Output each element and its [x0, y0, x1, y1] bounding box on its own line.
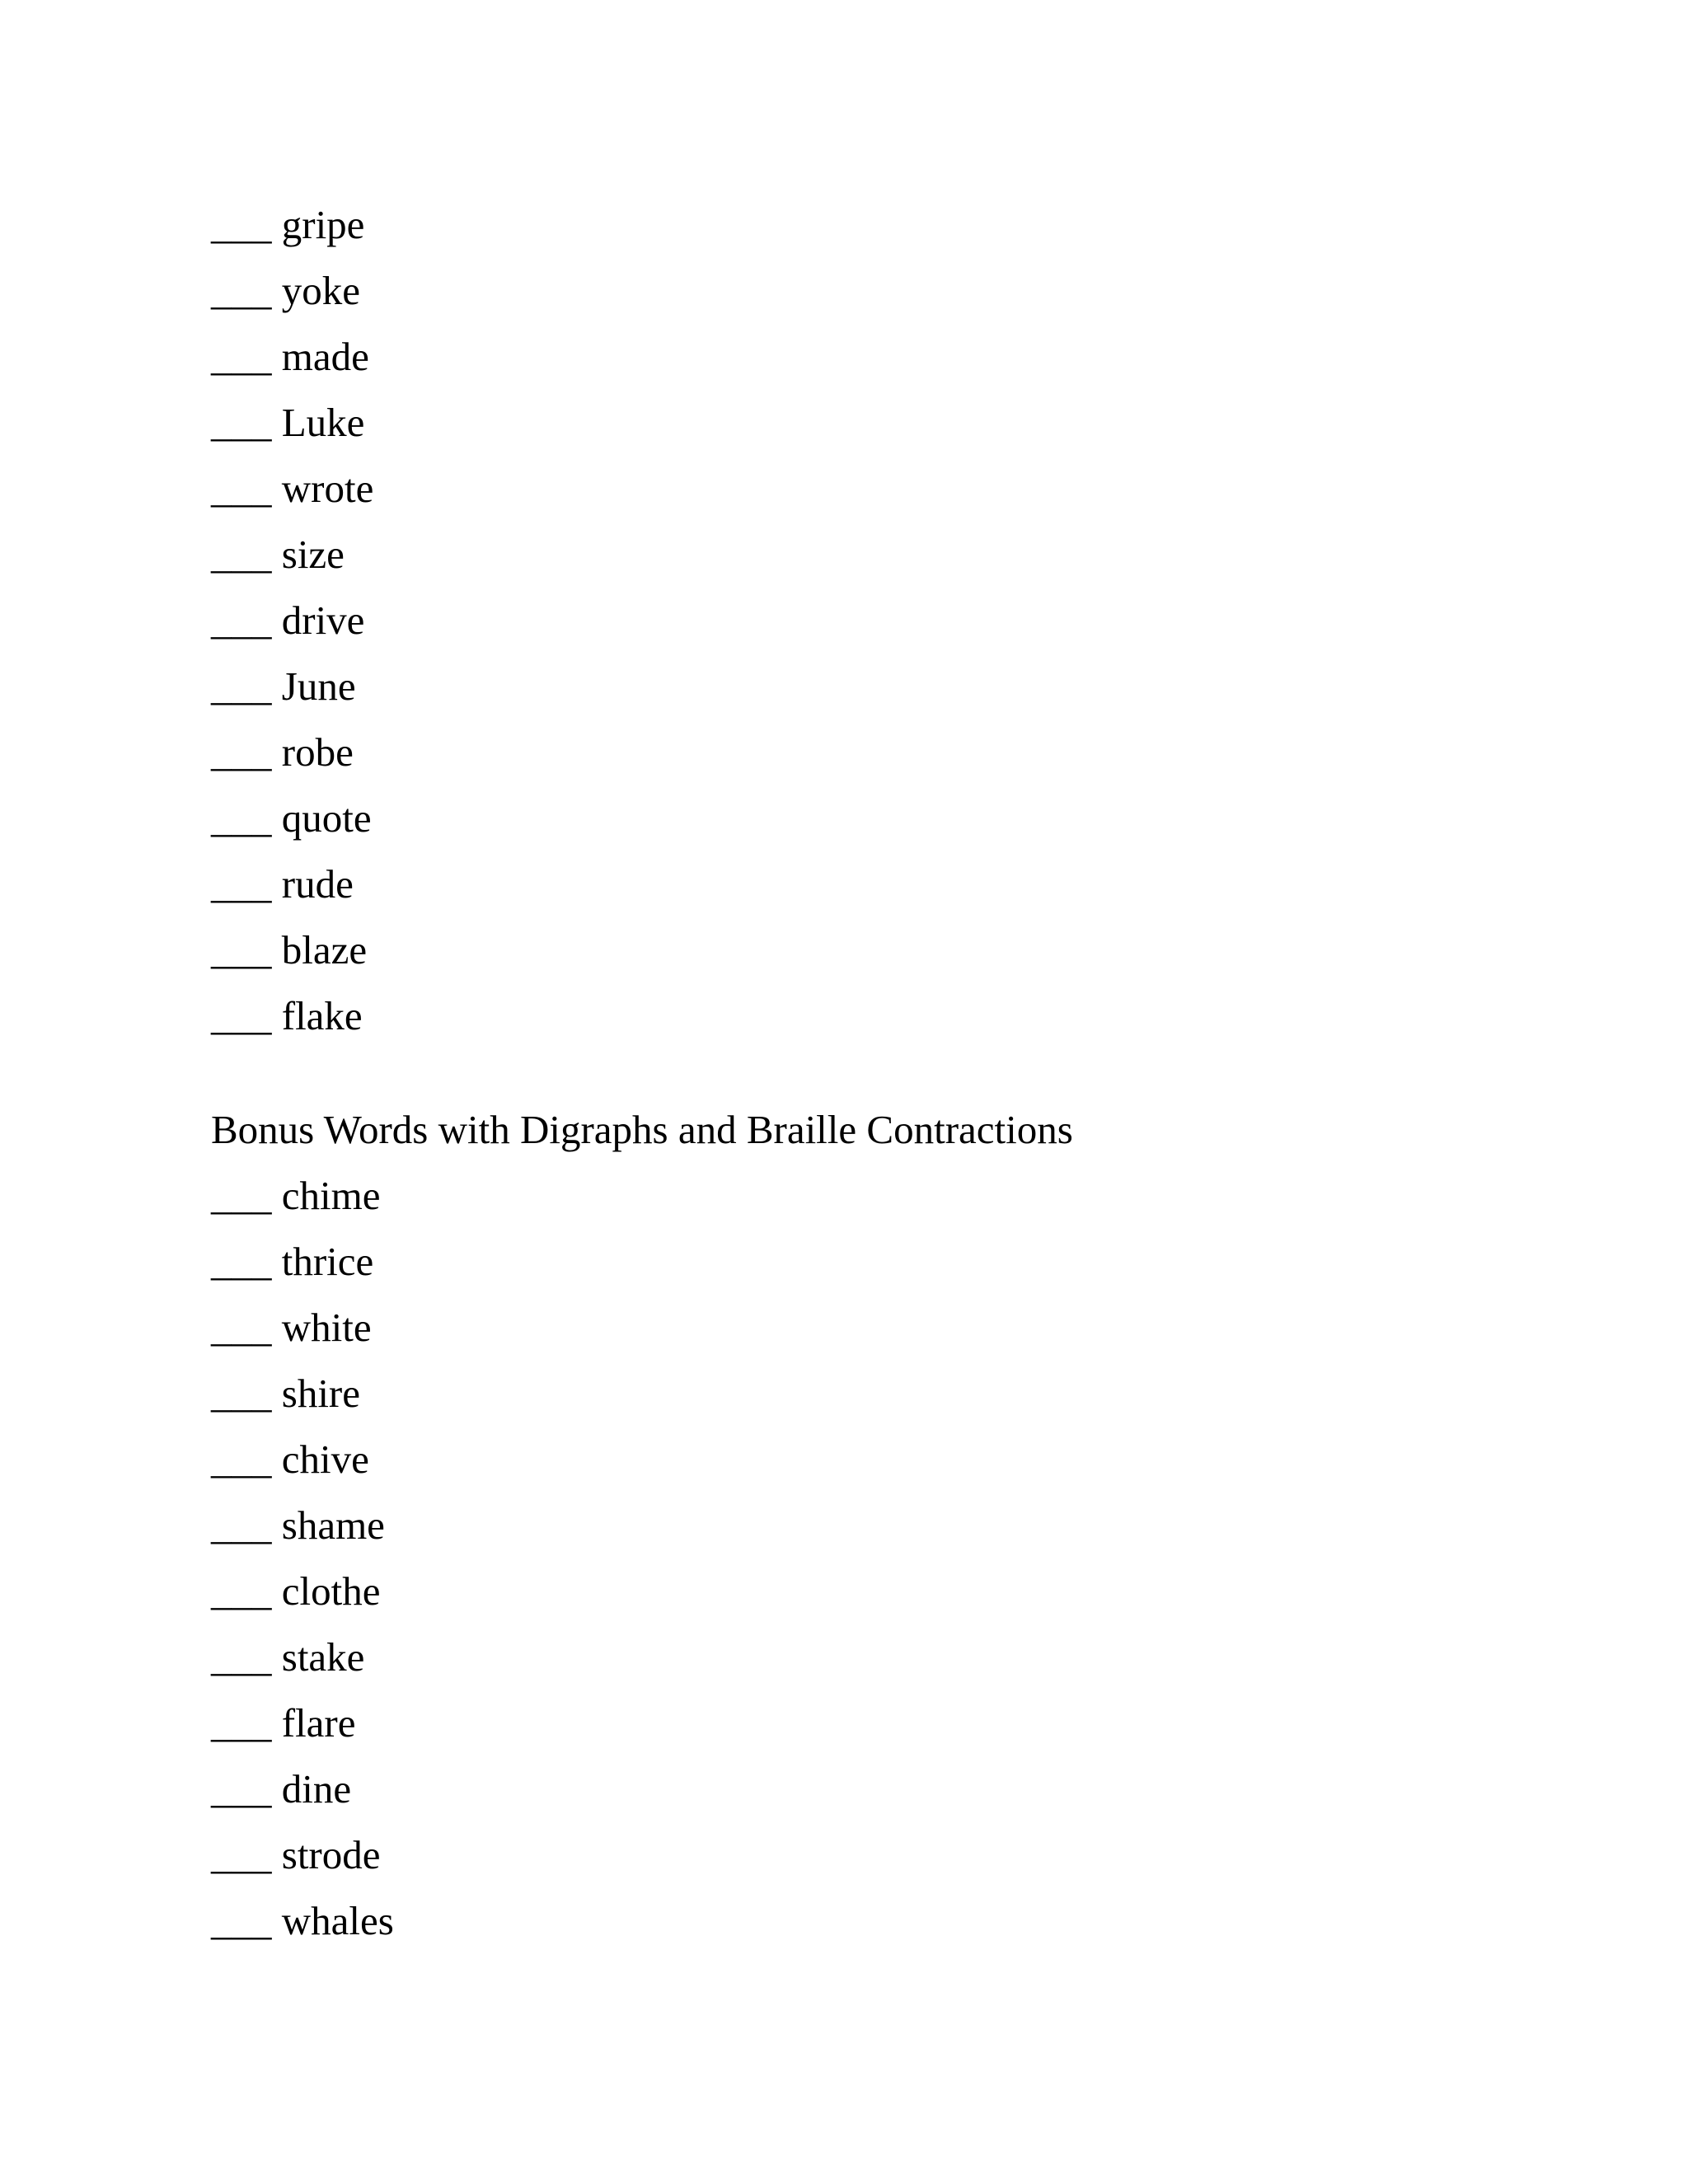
answer-blank: ___	[211, 202, 272, 247]
answer-blank: ___	[211, 1305, 272, 1350]
word-item	[211, 1830, 1530, 1896]
answer-blank: ___	[211, 927, 272, 972]
word-text: dine	[281, 1766, 352, 1811]
word-text: made	[281, 334, 369, 379]
answer-blank: ___	[211, 1173, 272, 1218]
word-item	[211, 1896, 1530, 1961]
answer-blank: ___	[211, 729, 272, 775]
word-text: thrice	[281, 1239, 374, 1284]
word-item	[211, 397, 1530, 463]
answer-blank: ___	[211, 795, 272, 841]
word-item	[211, 1764, 1530, 1830]
answer-blank: ___	[211, 663, 272, 709]
word-item	[211, 595, 1530, 661]
worksheet-page	[211, 199, 1530, 1961]
word-text: blaze	[281, 927, 368, 972]
word-item	[211, 199, 1530, 265]
answer-blank: ___	[211, 466, 272, 511]
answer-blank: ___	[211, 1436, 272, 1482]
word-text: chime	[281, 1173, 381, 1218]
word-text: quote	[281, 795, 372, 841]
bonus-section	[211, 1104, 1530, 1961]
word-item	[211, 991, 1530, 1057]
answer-blank: ___	[211, 993, 272, 1038]
word-text: flare	[281, 1700, 356, 1746]
word-item	[211, 1698, 1530, 1764]
word-text: white	[281, 1305, 372, 1350]
word-item	[211, 1236, 1530, 1302]
word-item	[211, 727, 1530, 793]
word-item	[211, 661, 1530, 727]
word-item	[211, 1566, 1530, 1632]
word-item	[211, 1170, 1530, 1236]
word-text: flake	[281, 993, 363, 1038]
answer-blank: ___	[211, 532, 272, 577]
answer-blank: ___	[211, 1634, 272, 1680]
word-text: wrote	[281, 466, 374, 511]
word-text: whales	[281, 1898, 394, 1943]
section-heading: Bonus Words with Digraphs and Braille Contractions	[211, 1107, 1073, 1152]
answer-blank: ___	[211, 861, 272, 907]
word-text: strode	[281, 1832, 381, 1877]
word-text: size	[281, 532, 345, 577]
word-item	[211, 1632, 1530, 1698]
answer-blank: ___	[211, 1766, 272, 1811]
answer-blank: ___	[211, 1502, 272, 1548]
answer-blank: ___	[211, 1898, 272, 1943]
word-text: shame	[281, 1502, 385, 1548]
word-text: stake	[281, 1634, 365, 1680]
word-text: chive	[281, 1436, 369, 1482]
word-item	[211, 529, 1530, 595]
bonus-word-list	[211, 1170, 1530, 1961]
word-item	[211, 859, 1530, 925]
word-list	[211, 199, 1530, 1057]
word-item	[211, 463, 1530, 529]
word-item	[211, 1368, 1530, 1434]
word-item	[211, 1302, 1530, 1368]
word-text: yoke	[281, 268, 360, 313]
word-item	[211, 1500, 1530, 1566]
word-item	[211, 331, 1530, 397]
answer-blank: ___	[211, 598, 272, 643]
word-text: shire	[281, 1371, 360, 1416]
word-text: June	[281, 663, 356, 709]
answer-blank: ___	[211, 1568, 272, 1614]
answer-blank: ___	[211, 334, 272, 379]
answer-blank: ___	[211, 1239, 272, 1284]
word-item	[211, 1434, 1530, 1500]
answer-blank: ___	[211, 400, 272, 445]
word-item	[211, 925, 1530, 991]
word-item	[211, 265, 1530, 331]
word-text: rude	[281, 861, 354, 907]
word-text: gripe	[281, 202, 365, 247]
answer-blank: ___	[211, 1371, 272, 1416]
answer-blank: ___	[211, 1700, 272, 1746]
word-text: drive	[281, 598, 365, 643]
answer-blank: ___	[211, 1832, 272, 1877]
word-text: Luke	[281, 400, 365, 445]
answer-blank: ___	[211, 268, 272, 313]
word-text: clothe	[281, 1568, 381, 1614]
word-item	[211, 793, 1530, 859]
word-text: robe	[281, 729, 354, 775]
